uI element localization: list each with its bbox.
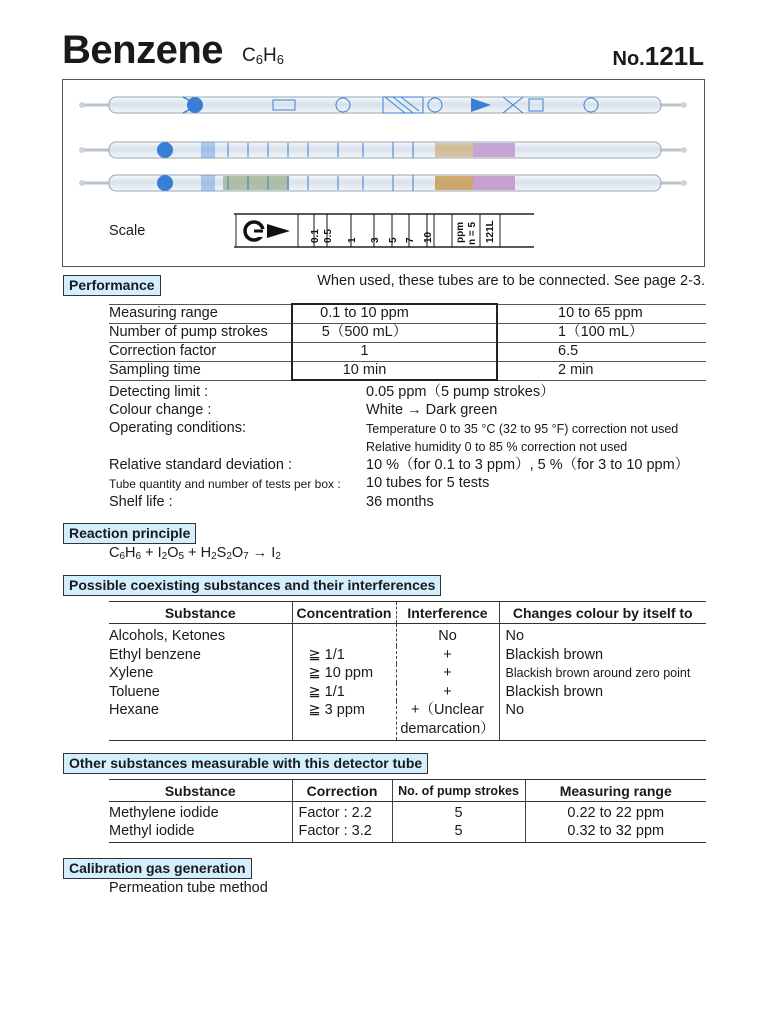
rsd-label: Relative standard deviation : [109, 457, 292, 473]
value-range-1: 10 min [292, 361, 497, 380]
colour-change-label: Colour change : [109, 402, 212, 418]
table-row [109, 342, 706, 361]
connection-note: When used, these tubes are to be connected. See page 2-3. [317, 273, 705, 289]
table-row [109, 646, 706, 665]
substance-cell: Ethyl benzene [109, 646, 201, 663]
interference-cell: + [396, 664, 499, 683]
column-header: Concentration [292, 602, 396, 624]
scale-tick-label: 0.1 [310, 229, 321, 243]
interference-table [109, 601, 706, 741]
column-header: Changes colour by itself to [499, 602, 706, 624]
value-range-1: 1 [292, 342, 497, 361]
table-row [109, 664, 706, 683]
substance-cell: Methyl iodide [109, 822, 292, 843]
row-label: Correction factor [109, 342, 292, 361]
value-range-2: 6.5 [497, 342, 706, 361]
section-reaction-principle: Reaction principle [63, 523, 196, 544]
detector-tube-used [79, 175, 687, 191]
row-label: Number of pump strokes [109, 323, 292, 342]
value-range-1: 5（500 mL） [292, 323, 497, 342]
interference-cell: + [396, 646, 499, 665]
column-header: No. of pump strokes [392, 780, 525, 802]
detector-tube-sample [79, 142, 687, 158]
scale-label: Scale [109, 223, 146, 239]
table-header-row [109, 602, 706, 624]
colour-change-value: White → Dark green [366, 402, 498, 418]
strokes-cell: 5 [392, 822, 525, 843]
row-label: Sampling time [109, 361, 292, 380]
table-row [109, 701, 706, 741]
colour-cell: Blackish brown around zero point [499, 664, 706, 683]
table-row [109, 683, 706, 702]
value-range-2: 10 to 65 ppm [497, 304, 706, 323]
value-range-1: 0.1 to 10 ppm [292, 304, 497, 323]
column-header: Correction [292, 780, 392, 802]
operating-humidity: Relative humidity 0 to 85 % correction not used [366, 440, 628, 454]
row-label: Measuring range [109, 304, 292, 323]
value-range-2: 1（100 mL） [497, 323, 706, 342]
column-header: Substance [109, 780, 292, 802]
reaction-equation-text: $C_6H_6 + I_2O_5 + H_2S_2O_7 \to I_2$ [109, 545, 281, 562]
substance-cell: Xylene [109, 665, 154, 681]
shelf-life-label: Shelf life : [109, 494, 173, 510]
correction-cell: Factor : 2.2 [292, 802, 392, 823]
scale-strokes: n = 5 [467, 221, 478, 245]
table-row [109, 624, 706, 646]
concentration-cell [292, 624, 396, 646]
quantity-value: 10 tubes for 5 tests [366, 475, 490, 491]
table-row [109, 323, 706, 342]
scale-tick-label: 1 [347, 237, 358, 243]
performance-table [109, 303, 706, 381]
scale-code: 121L [485, 220, 496, 243]
quantity-label: Tube quantity and number of tests per box : [109, 477, 341, 491]
scale-tick-label: 7 [405, 237, 416, 243]
section-performance: Performance [63, 275, 161, 296]
shelf-life-value: 36 months [366, 494, 434, 510]
detecting-limit-value: 0.05 ppm（5 pump strokes） [366, 384, 555, 400]
table-header-row [109, 780, 706, 802]
product-number: No.121L [612, 41, 704, 71]
chemical-formula: $C_6H_6$ [242, 45, 284, 67]
g-logo-icon [245, 222, 290, 240]
concentration-cell: ≧ 1/1 [292, 683, 396, 702]
operating-temperature: Temperature 0 to 35 °C (32 to 95 °F) correction not used [366, 422, 679, 436]
interference-cell: + [396, 683, 499, 702]
table-row [109, 361, 706, 380]
scale-graphic [234, 212, 534, 252]
scale-tick-label: 0.5 [323, 229, 334, 243]
section-other-substances: Other substances measurable with this detector tube [63, 753, 428, 774]
section-calibration: Calibration gas generation [63, 858, 252, 879]
detecting-limit-label: Detecting limit : [109, 384, 209, 400]
section-interferences: Possible coexisting substances and their interferences [63, 575, 441, 596]
concentration-cell: ≧ 10 ppm [292, 664, 396, 683]
interference-line: demarcation） [400, 720, 495, 737]
range-cell: 0.32 to 32 ppm [525, 822, 706, 843]
column-header: Substance [109, 602, 292, 624]
scale-tick-label: 10 [423, 231, 434, 243]
table-row [109, 822, 706, 843]
colour-cell: Blackish brown [499, 683, 706, 702]
range-cell: 0.22 to 22 ppm [525, 802, 706, 823]
scale-unit: ppm [455, 221, 466, 243]
column-header: Interference [396, 602, 499, 624]
strokes-cell: 5 [392, 802, 525, 823]
colour-cell: Blackish brown [499, 646, 706, 665]
interference-line: +（Unclear [411, 702, 484, 718]
value-range-2: 2 min [497, 361, 706, 380]
colour-cell: No [499, 701, 706, 741]
table-row [109, 304, 706, 323]
detector-tube-unused [79, 97, 687, 113]
concentration-cell: ≧ 3 ppm [292, 701, 396, 741]
operating-conditions-label: Operating conditions: [109, 420, 247, 436]
column-header: Measuring range [525, 780, 706, 802]
scale-tick-label: 5 [388, 237, 399, 243]
page-title: Benzene [62, 28, 223, 72]
interference-cell: No [396, 624, 499, 646]
concentration-cell: ≧ 1/1 [292, 646, 396, 665]
substance-cell: Hexane [109, 701, 292, 741]
reaction-equation [109, 544, 281, 566]
table-row [109, 802, 706, 823]
other-substances-table [109, 779, 706, 843]
scale-tick-label: 3 [370, 237, 381, 243]
interference-cell [396, 701, 499, 741]
correction-cell: Factor : 3.2 [292, 822, 392, 843]
calibration-method: Permeation tube method [109, 880, 268, 896]
rsd-value: 10 %（for 0.1 to 3 ppm）, 5 %（for 3 to 10 ppm） [366, 457, 690, 473]
substance-cell: Alcohols, Ketones [109, 628, 226, 644]
substance-cell: Methylene iodide [109, 805, 219, 821]
substance-cell: Toluene [109, 683, 160, 700]
colour-cell: No [499, 624, 706, 646]
